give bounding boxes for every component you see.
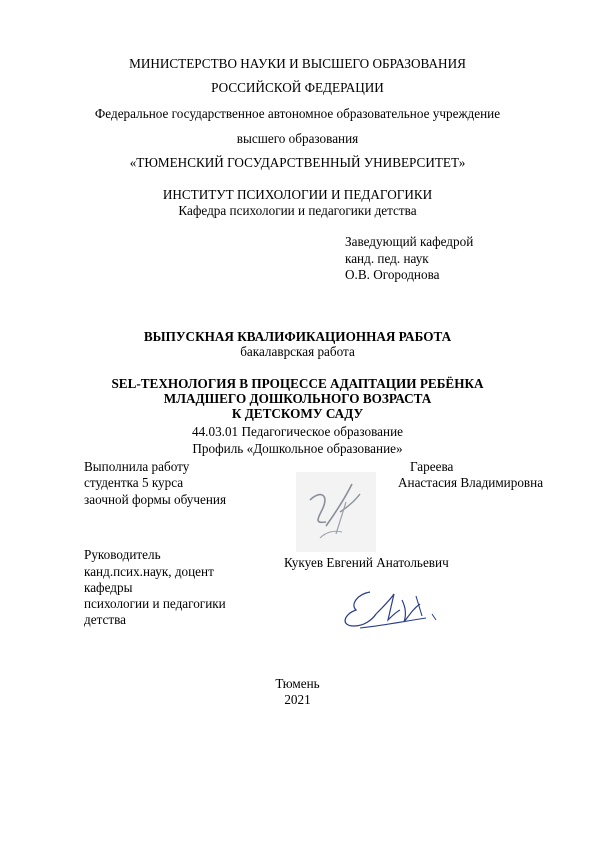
work-title-line-3: К ДЕТСКОМУ САДУ	[231, 406, 364, 421]
ministry-line-2: РОССИЙСКОЙ ФЕДЕРАЦИИ	[211, 80, 384, 95]
department-name: Кафедра психологии и педагогики детства	[178, 203, 417, 218]
approval-name: О.В. Огороднова	[345, 267, 440, 282]
work-title-line-1: SEL-ТЕХНОЛОГИЯ В ПРОЦЕССЕ АДАПТАЦИИ РЕБЁНКА	[111, 376, 484, 391]
work-subtype: бакалаврская работа	[240, 344, 355, 359]
institution-line-1: Федеральное государственное автономное образовательное учреждение	[94, 106, 501, 121]
university-name: «ТЮМЕНСКИЙ ГОСУДАРСТВЕННЫЙ УНИВЕРСИТЕТ»	[129, 155, 466, 170]
author-label-line-1: Выполнила работу	[84, 459, 190, 474]
supervisor-signature	[340, 586, 444, 632]
work-type: ВЫПУСКНАЯ КВАЛИФИКАЦИОННАЯ РАБОТА	[143, 329, 452, 344]
ministry-line-1: МИНИСТЕРСТВО НАУКИ И ВЫСШЕГО ОБРАЗОВАНИЯ	[129, 56, 466, 71]
institute-name: ИНСТИТУТ ПСИХОЛОГИИ И ПЕДАГОГИКИ	[162, 187, 433, 202]
institution-line-2: высшего образования	[236, 131, 359, 146]
author-label-line-2: студентка 5 курса	[84, 475, 184, 490]
work-title-line-2: МЛАДШЕГО ДОШКОЛЬНОГО ВОЗРАСТА	[163, 391, 432, 406]
supervisor-label-line-4: психологии и педагогики	[84, 596, 226, 611]
city: Тюмень	[275, 676, 320, 691]
year: 2021	[284, 692, 311, 707]
supervisor-label-line-1: Руководитель	[84, 547, 161, 562]
approval-degree: канд. пед. наук	[345, 251, 429, 266]
author-surname: Гареева	[410, 459, 454, 474]
author-given-name: Анастасия Владимировна	[398, 475, 544, 490]
supervisor-label-line-2: канд.псих.наук, доцент	[84, 564, 214, 579]
supervisor-label-line-3: кафедры	[84, 580, 133, 595]
approval-position: Заведующий кафедрой	[345, 234, 474, 249]
student-signature	[296, 472, 376, 552]
supervisor-label-line-5: детства	[84, 612, 127, 627]
supervisor-name: Кукуев Евгений Анатольевич	[284, 555, 449, 570]
author-label-line-3: заочной формы обучения	[84, 492, 227, 507]
specialty-code: 44.03.01 Педагогическое образование	[191, 424, 404, 439]
specialty-profile: Профиль «Дошкольное образование»	[192, 441, 403, 456]
